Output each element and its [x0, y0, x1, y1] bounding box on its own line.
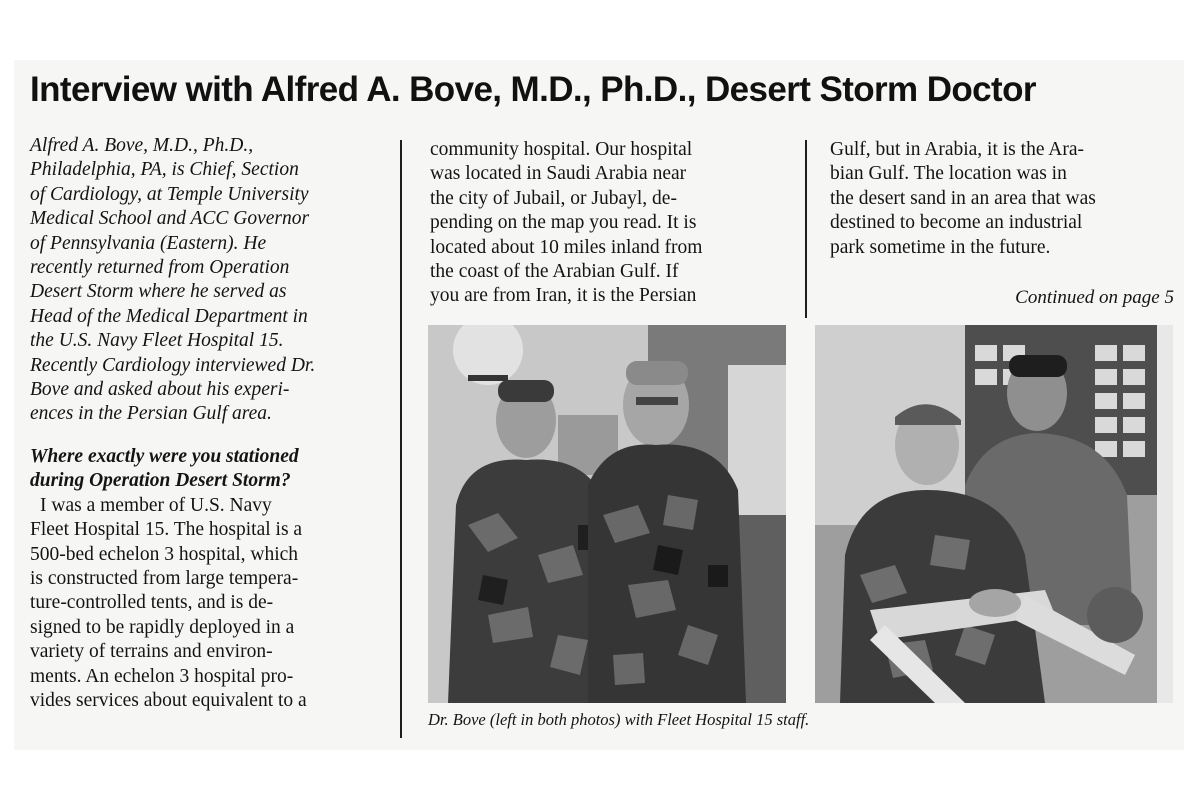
question-line: Where exactly were you stationed: [30, 445, 299, 467]
answer-line: ments. An echelon 3 hospital pro-: [30, 665, 294, 687]
photo-two-men-standing-icon: [428, 325, 786, 703]
answer-line: 500-bed echelon 3 hospital, which: [30, 543, 299, 565]
answer-line: the city of Jubail, or Jubayl, de-: [430, 187, 677, 209]
question-line: during Operation Desert Storm?: [30, 470, 291, 492]
intro-line: Desert Storm where he served as: [30, 281, 287, 303]
photo-left: [428, 325, 786, 703]
photo-right: [815, 325, 1173, 703]
answer-line: Gulf, but in Arabia, it is the Ara-: [830, 139, 1084, 160]
continued-note: Continued on page 5: [1015, 287, 1174, 308]
intro-line: Recently Cardiology interviewed Dr.: [30, 354, 316, 376]
answer-line: Fleet Hospital 15. The hospital is a: [30, 519, 303, 541]
intro-line: Philadelphia, PA, is Chief, Section: [30, 159, 299, 181]
answer-line: I was a member of U.S. Navy: [40, 494, 272, 516]
answer-line: community hospital. Our hospital: [430, 139, 693, 160]
column-3: [830, 138, 1175, 260]
column-2: [430, 138, 800, 309]
intro-line: Medical School and ACC Governor: [30, 208, 310, 230]
answer-line: is constructed from large tempera-: [30, 567, 299, 589]
answer-line: the desert sand in an area that was: [830, 187, 1096, 209]
article-title: Interview with Alfred A. Bove, M.D., Ph.D., Desert Storm Doctor: [30, 70, 1036, 109]
answer-line: the coast of the Arabian Gulf. If: [430, 261, 679, 283]
intro-line: Head of the Medical Department in: [30, 305, 308, 327]
answer-line: variety of terrains and environ-: [30, 641, 273, 663]
answer-line: park sometime in the future.: [830, 236, 1051, 258]
answer-line: you are from Iran, it is the Persian: [430, 285, 697, 307]
photo-caption: Dr. Bove (left in both photos) with Fleet Hospital 15 staff.: [428, 710, 810, 729]
column-divider: [400, 140, 402, 738]
intro-line: ences in the Persian Gulf area.: [30, 403, 272, 425]
answer-line: destined to become an industrial: [830, 212, 1083, 234]
photo-two-men-seated-icon: [815, 325, 1173, 703]
answer-line: ture-controlled tents, and is de-: [30, 592, 274, 614]
intro-line: of Pennsylvania (Eastern). He: [30, 232, 267, 254]
answer-line: bian Gulf. The location was in: [830, 163, 1067, 185]
answer-line: was located in Saudi Arabia near: [430, 163, 687, 185]
answer-line: pending on the map you read. It is: [430, 212, 697, 234]
column-1: [30, 134, 390, 713]
answer-line: signed to be rapidly deployed in a: [30, 616, 295, 638]
intro-line: Bove and asked about his experi-: [30, 379, 290, 401]
answer-line: located about 10 miles inland from: [430, 236, 703, 258]
intro-line: Alfred A. Bove, M.D., Ph.D.,: [30, 135, 254, 156]
column-divider: [805, 140, 807, 318]
intro-line: recently returned from Operation: [30, 257, 290, 279]
intro-paragraph: [30, 134, 390, 427]
intro-line: the U.S. Navy Fleet Hospital 15.: [30, 330, 284, 352]
intro-line: of Cardiology, at Temple University: [30, 183, 309, 205]
answer-line: vides services about equivalent to a: [30, 689, 307, 711]
